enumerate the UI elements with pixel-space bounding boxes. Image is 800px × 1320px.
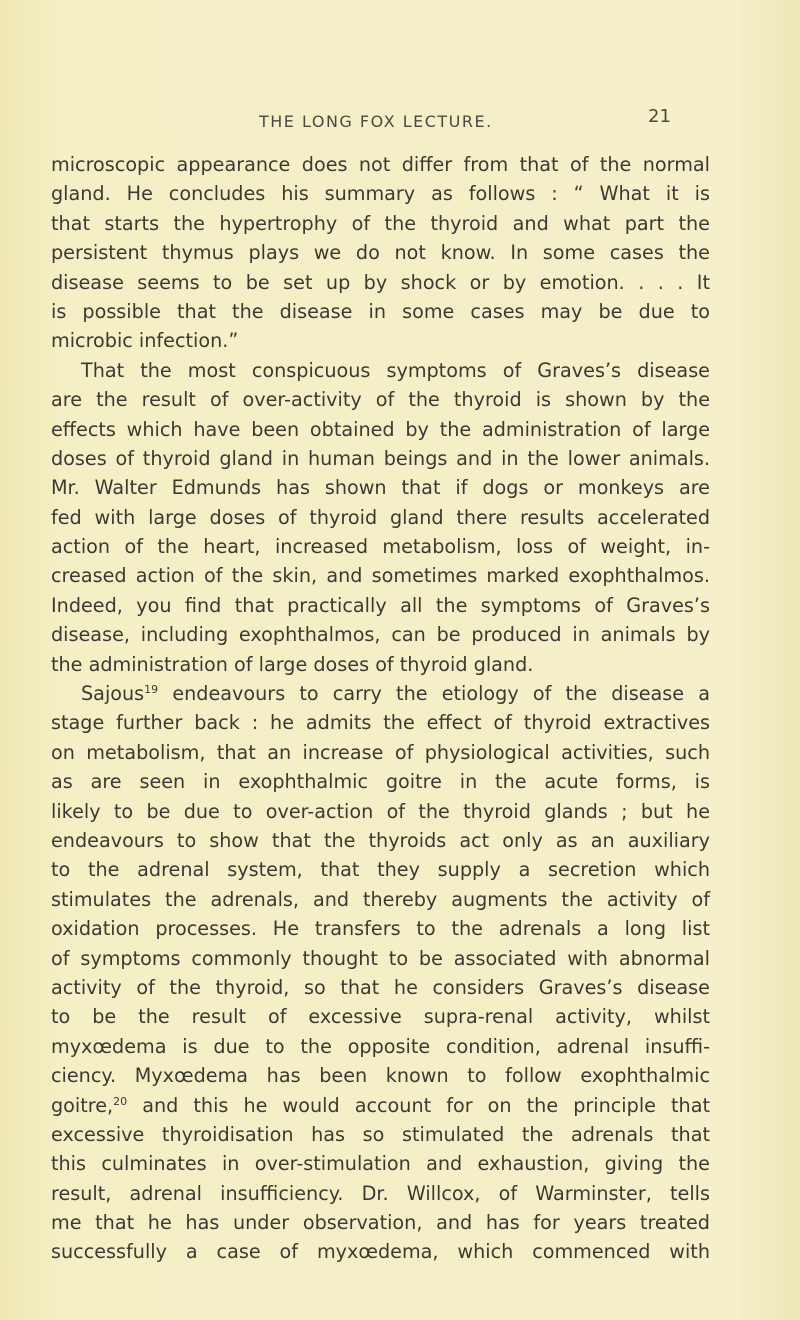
text-line: myxœdema is due to the opposite condition, adrenal insuffi- xyxy=(51,1034,710,1058)
text-line: successfully a case of myxœdema, which commenced with xyxy=(51,1240,710,1264)
text-line: oxidation processes. He transfers to the adrenals a long list xyxy=(51,917,710,941)
text-line: Mr. Walter Edmunds has shown that if dogs or monkeys are xyxy=(51,476,710,500)
text-line: doses of thyroid gland in human beings and in the lower animals. xyxy=(51,446,710,470)
text-line: ciency. Myxœdema has been known to follow exophthalmic xyxy=(51,1064,710,1088)
text-line: disease seems to be set up by shock or by emotion. . . . It xyxy=(51,270,710,294)
body-text xyxy=(51,150,710,1267)
reference-superscript: 20 xyxy=(113,1094,128,1108)
reference-superscript: 19 xyxy=(144,683,159,697)
text-line: That the most conspicuous symptoms of Graves’s disease xyxy=(81,358,710,382)
text-line: to be the result of excessive supra-renal activity, whilst xyxy=(51,1005,710,1029)
text-fragment: Sajous xyxy=(81,682,145,706)
text-line: as are seen in exophthalmic goitre in the acute forms, is xyxy=(51,770,710,794)
text-fragment: goitre, xyxy=(51,1093,114,1117)
text-line: to the adrenal system, that they supply a secretion which xyxy=(51,858,710,882)
text-line: action of the heart, increased metabolism, loss of weight, in- xyxy=(51,535,710,559)
text-line: of symptoms commonly thought to be associated with abnormal xyxy=(51,946,710,970)
text-line: that starts the hypertrophy of the thyroid and what part the xyxy=(51,211,710,235)
text-line: Indeed, you find that practically all the symptoms of Graves’s xyxy=(51,593,710,617)
text-fragment: endeavours to carry the etiology of the disease a xyxy=(158,682,710,706)
text-line: persistent thymus plays we do not know. In some cases the xyxy=(51,241,710,265)
text-line: creased action of the skin, and sometimes marked exophthalmos. xyxy=(51,564,710,588)
text-line: is possible that the disease in some cases may be due to xyxy=(51,299,710,323)
text-line: likely to be due to over-action of the thyroid glands ; but he xyxy=(51,799,710,823)
text-fragment: and this he would account for on the principle that xyxy=(127,1093,710,1117)
page-number: 21 xyxy=(648,106,671,127)
text-line: are the result of over-activity of the thyroid is shown by the xyxy=(51,388,710,412)
page-header xyxy=(0,106,800,142)
text-line: me that he has under observation, and has for years treated xyxy=(51,1211,710,1235)
text-line xyxy=(51,679,710,708)
text-line: microbic infection.” xyxy=(51,329,239,353)
text-line: on metabolism, that an increase of physiological activities, such xyxy=(51,740,710,764)
text-line: stage further back : he admits the effect of thyroid extractives xyxy=(51,711,710,735)
text-line: endeavours to show that the thyroids act only as an auxiliary xyxy=(51,828,710,852)
text-line: stimulates the adrenals, and thereby augments the activity of xyxy=(51,887,710,911)
text-line: microscopic appearance does not differ from that of the normal xyxy=(51,153,710,176)
text-line: gland. He concludes his summary as follows : “ What it is xyxy=(51,182,710,206)
text-line: effects which have been obtained by the administration of large xyxy=(51,417,710,441)
text-line: excessive thyroidisation has so stimulated the adrenals that xyxy=(51,1122,710,1146)
text-line: disease, including exophthalmos, can be produced in animals by xyxy=(51,623,710,647)
text-line: the administration of large doses of thyroid gland. xyxy=(51,652,534,676)
text-line: result, adrenal insufficiency. Dr. Willcox, of Warminster, tells xyxy=(51,1181,710,1205)
text-line: activity of the thyroid, so that he considers Graves’s disease xyxy=(51,975,710,999)
text-line: fed with large doses of thyroid gland there results accelerated xyxy=(51,505,710,529)
text-line: this culminates in over-stimulation and exhaustion, giving the xyxy=(51,1152,710,1176)
running-title: THE LONG FOX LECTURE. xyxy=(259,112,493,131)
text-line xyxy=(51,1091,710,1120)
